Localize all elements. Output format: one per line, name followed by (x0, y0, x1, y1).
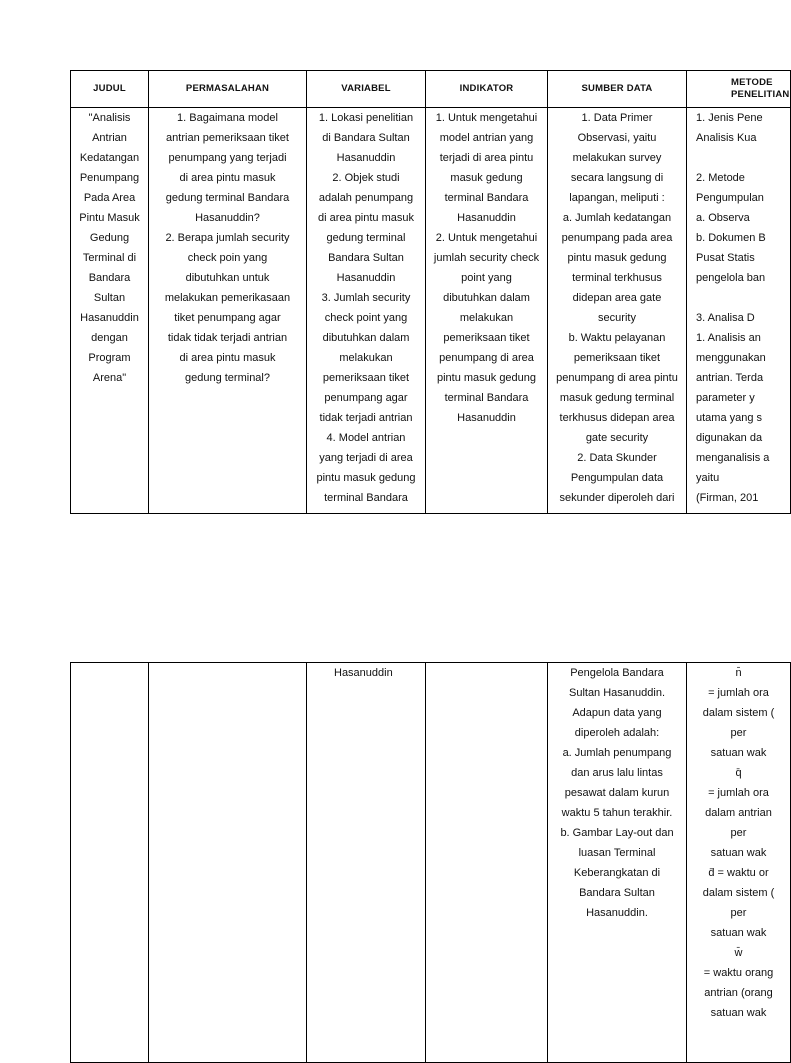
cell-line: per (730, 827, 747, 839)
cell-line: penumpang pada area (561, 232, 673, 244)
cell-line: b. Gambar Lay-out dan (560, 827, 674, 839)
cell-line: tiket penumpang agar (174, 312, 281, 324)
cell-line: (Firman, 201 (696, 492, 759, 504)
cell-line: b. Dokumen B (696, 232, 766, 244)
cell-indikator (426, 108, 548, 514)
cell-line: Hasanuddin (80, 312, 139, 324)
header-indikator: INDIKATOR (426, 71, 548, 108)
cell-line: w̄ (734, 947, 743, 959)
cell-line: dibutuhkan dalam (443, 292, 530, 304)
table-row (71, 108, 791, 514)
cell-line (688, 148, 789, 168)
cell-line: point yang (461, 272, 512, 284)
cell-line: digunakan da (696, 432, 763, 444)
cell-line: antrian. Terda (696, 372, 764, 384)
cell-line: Pengumpulan data (570, 472, 664, 484)
cell-line: pintu masuk gedung (316, 472, 416, 484)
cell-line: 1. Lokasi penelitian (318, 112, 414, 124)
cell-line: menggunakan (696, 352, 766, 364)
cell-line: Hasanuddin (334, 667, 393, 679)
cell-line: 2. Untuk mengetahui (435, 232, 538, 244)
cell-line: Keberangkatan di (573, 867, 661, 879)
cell-line: melakukan pemerikasaan (164, 292, 291, 304)
header-judul: JUDUL (71, 71, 149, 108)
cell-line: check point yang (324, 312, 408, 324)
cell-line: gedung terminal Bandara (165, 192, 290, 204)
table-header-row (71, 71, 791, 108)
cell-line: Penumpang (79, 172, 140, 184)
cell-line: waktu 5 tahun terakhir. (561, 807, 673, 819)
cell-line: per (730, 907, 747, 919)
cell-line: a. Jumlah penumpang (562, 747, 672, 759)
cell-line: pesawat dalam kurun (564, 787, 670, 799)
cell-variabel (307, 108, 426, 514)
cell-line: gedung terminal? (184, 372, 270, 384)
cell-line: Sultan Hasanuddin. (568, 687, 665, 699)
header-metode-line1: METODE (731, 77, 773, 88)
cell-judul (71, 108, 149, 514)
cell-line: 1. Bagaimana model (177, 112, 278, 124)
cell-line: 1. Analisis an (696, 332, 761, 344)
cell-line: pengelola ban (696, 272, 766, 284)
cell-line: yaitu (696, 472, 720, 484)
cell-line: Bandara Sultan (579, 887, 655, 899)
cell-line: dalam antrian (705, 807, 772, 819)
cell-line: sekunder diperoleh dari (559, 492, 675, 504)
header-variabel: VARIABEL (307, 71, 426, 108)
cell-line: gedung terminal (326, 232, 406, 244)
cell-line: n̄ (735, 667, 742, 679)
table-row (71, 663, 791, 1063)
header-metode-line2: PENELITIAN (731, 89, 790, 100)
cell-line: = jumlah ora (708, 787, 769, 799)
cell-line: 2. Metode (696, 172, 745, 184)
cell-line: 2. Berapa jumlah security (165, 232, 290, 244)
cell-line: terminal terkhusus (572, 272, 662, 284)
cell-line: Sultan (93, 292, 126, 304)
cell-line: 4. Model antrian (326, 432, 406, 444)
cell-line: penumpang agar (324, 392, 408, 404)
cell-line: parameter y (696, 392, 755, 404)
cell-line: di Bandara Sultan (322, 132, 410, 144)
cell-line: Terminal di (82, 252, 137, 264)
cell-line: melakukan (459, 312, 514, 324)
cell-line: diperoleh adalah: (574, 727, 660, 739)
cell-line: Gedung (89, 232, 130, 244)
cell-line: Pengumpulan (696, 192, 764, 204)
cell-line: menganalisis a (696, 452, 770, 464)
cell-line: Hasanuddin (336, 272, 396, 284)
cell-line: yang terjadi di area (319, 452, 413, 464)
cell-metode-penelitian (687, 108, 791, 514)
cell-line: = jumlah ora (708, 687, 769, 699)
cell-line: a. Jumlah kedatangan (562, 212, 672, 224)
cell-line: d̄ = waktu or (708, 867, 769, 879)
cell-line: melakukan (339, 352, 393, 364)
cell-line: model antrian yang (439, 132, 534, 144)
cell-line: tidak tidak terjadi antrian (167, 332, 288, 344)
cell-line: luasan Terminal (578, 847, 656, 859)
cell-line: a. Observa (696, 212, 750, 224)
cell-line: 3. Analisa D (696, 312, 755, 324)
cell-line: Kedatangan (79, 152, 140, 164)
cell-line: penumpang yang terjadi (168, 152, 287, 164)
cell-line: Antrian (92, 132, 127, 144)
cell-line: 1. Untuk mengetahui (435, 112, 538, 124)
cell-variabel (307, 663, 426, 1063)
cell-line: jumlah security check (433, 252, 540, 264)
cell-line: pintu masuk gedung (567, 252, 667, 264)
cell-line: dan arus lalu lintas (571, 767, 663, 779)
cell-line: terkhusus didepan area (559, 412, 675, 424)
cell-line: pemeriksaan tiket (322, 372, 410, 384)
header-metode-penelitian (687, 71, 791, 108)
cell-line: lapangan, meliputi : (569, 192, 665, 204)
cell-metode-penelitian (687, 663, 791, 1063)
cell-line: Bandara (88, 272, 131, 284)
cell-line: 1. Data Primer (581, 112, 653, 124)
header-permasalahan: PERMASALAHAN (149, 71, 307, 108)
cell-line: gate security (585, 432, 649, 444)
cell-sumber-data (548, 663, 687, 1063)
cell-line: Bandara Sultan (328, 252, 404, 264)
cell-line: dalam sistem ( (702, 887, 775, 899)
cell-line: adalah penumpang (318, 192, 414, 204)
cell-line: melakukan survey (572, 152, 662, 164)
cell-line: di area pintu masuk (318, 212, 414, 224)
cell-line: antrian (orang (704, 987, 773, 999)
cell-permasalahan (149, 663, 307, 1063)
cell-line: Pintu Masuk (79, 212, 140, 224)
cell-line: Hasanuddin (336, 152, 396, 164)
cell-line: terminal Bandara (444, 192, 529, 204)
cell-line: penumpang di area pintu (556, 372, 678, 384)
cell-line: masuk gedung (450, 172, 523, 184)
cell-sumber-data (548, 108, 687, 514)
cell-line: satuan wak (710, 847, 767, 859)
cell-line: terminal Bandara (444, 392, 529, 404)
cell-line: satuan wak (710, 747, 767, 759)
cell-line: dalam sistem ( (702, 707, 775, 719)
cell-line: Arena" (92, 372, 127, 384)
cell-line: check poin yang (187, 252, 268, 264)
cell-line: tidak terjadi antrian (319, 412, 413, 424)
cell-line: masuk gedung terminal (559, 392, 675, 404)
cell-permasalahan (149, 108, 307, 514)
cell-line: dibutuhkan untuk (185, 272, 270, 284)
cell-line: Hasanuddin. (586, 907, 648, 919)
cell-line: utama yang s (696, 412, 763, 424)
cell-line: Hasanuddin? (195, 212, 260, 224)
cell-line: Program (88, 352, 131, 364)
cell-line: satuan wak (710, 927, 767, 939)
research-table-page2 (70, 662, 791, 1063)
cell-line: di area pintu masuk (179, 352, 276, 364)
cell-line: q̄ (735, 767, 742, 779)
cell-line: security (598, 312, 636, 324)
cell-line: Observasi, yaitu (577, 132, 657, 144)
cell-line: terminal Bandara (324, 492, 408, 504)
cell-line: pemeriksaan tiket (443, 332, 530, 344)
cell-line: dengan (91, 332, 128, 344)
cell-line: "Analisis (88, 112, 131, 124)
cell-line: 2. Objek studi (332, 172, 400, 184)
research-table-page1 (70, 70, 791, 514)
cell-line: terjadi di area pintu (439, 152, 534, 164)
cell-line (688, 288, 789, 308)
header-sumber-data: SUMBER DATA (548, 71, 687, 108)
cell-line: Pengelola Bandara (570, 667, 664, 679)
cell-indikator (426, 663, 548, 1063)
cell-line: Pada Area (83, 192, 136, 204)
cell-line: 3. Jumlah security (321, 292, 411, 304)
cell-line: 1. Jenis Pene (696, 112, 763, 124)
cell-line: pemeriksaan tiket (573, 352, 661, 364)
cell-line: secara langsung di (570, 172, 664, 184)
cell-line: 2. Data Skunder (577, 452, 657, 464)
cell-line: per (730, 727, 747, 739)
cell-line: Pusat Statis (696, 252, 755, 264)
cell-line: pintu masuk gedung (436, 372, 537, 384)
cell-line: didepan area gate (572, 292, 662, 304)
cell-line: Hasanuddin (457, 212, 516, 224)
cell-line: Analisis Kua (696, 132, 757, 144)
cell-line: penumpang di area (439, 352, 534, 364)
cell-line: b. Waktu pelayanan (568, 332, 666, 344)
cell-judul (71, 663, 149, 1063)
cell-line: satuan wak (710, 1007, 767, 1019)
cell-line: = waktu orang (703, 967, 774, 979)
cell-line: di area pintu masuk (179, 172, 276, 184)
cell-line: antrian pemeriksaan tiket (166, 132, 289, 144)
cell-line: Hasanuddin (457, 412, 516, 424)
cell-line: Adapun data yang (572, 707, 662, 719)
cell-line: dibutuhkan dalam (322, 332, 410, 344)
